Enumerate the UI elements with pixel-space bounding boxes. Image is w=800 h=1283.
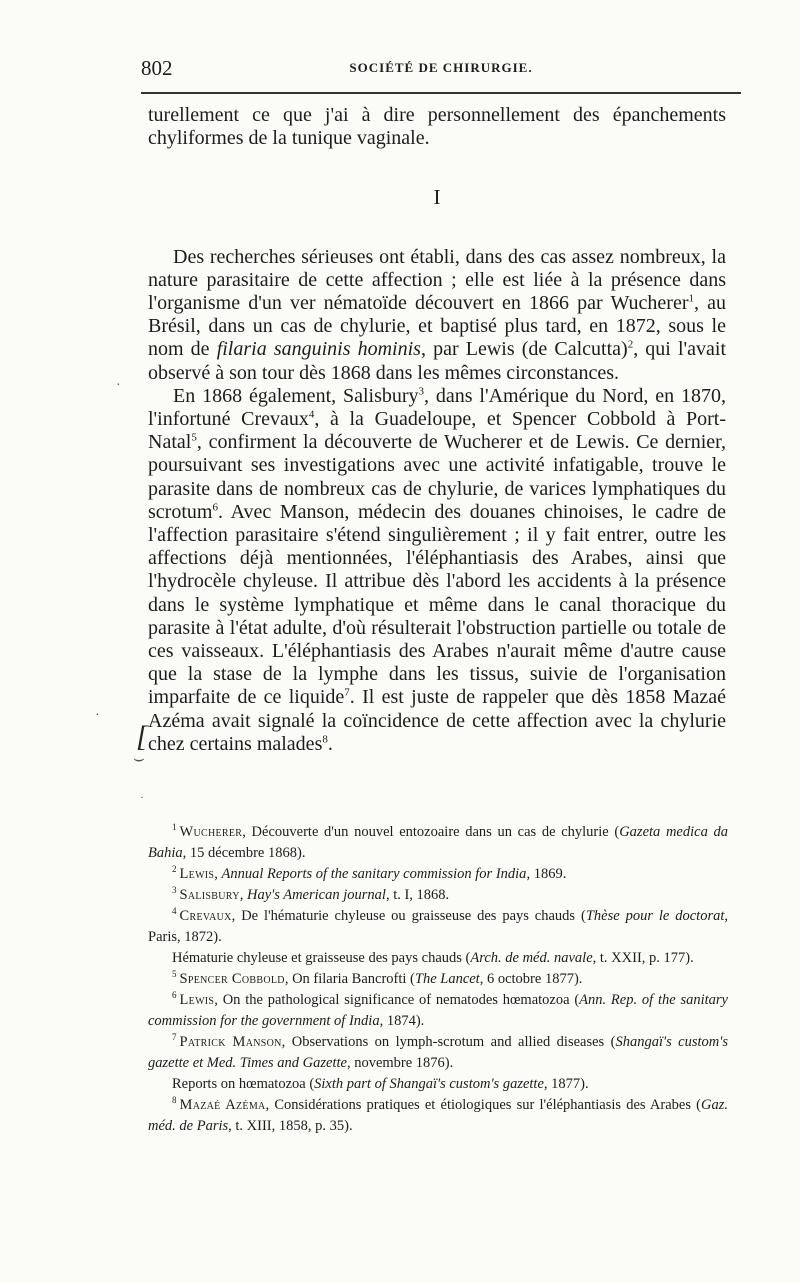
footnote-text: , 15 décembre 1868). bbox=[182, 845, 306, 861]
footnote-author: Lewis bbox=[179, 866, 215, 882]
paragraph-1-text-d: , qui l'avait observé à son tour dès 1868 dans les mêmes circonstances. bbox=[148, 338, 727, 384]
footnote-number: 1 bbox=[172, 822, 177, 833]
paragraph-2-text-d: , confirment la découverte de Wucherer et de Lewis. Ce dernier, poursuivant ses investigations avec une activité infatigable, trouve le parasite dans de nombreux cas de chylurie, de varices lymphatiques du scrotum bbox=[148, 431, 726, 523]
footnote-text: , t. I, 1868. bbox=[385, 887, 450, 903]
section-heading: I bbox=[433, 185, 441, 210]
footnote-text: , t. XXII, p. 177). bbox=[592, 950, 694, 966]
footnote-text: , De l'hématurie chyleuse ou graisseuse des pays chauds ( bbox=[231, 908, 586, 924]
footnote-text: , bbox=[239, 887, 247, 903]
species-name: filaria sanguinis hominis bbox=[216, 338, 421, 361]
footnote-title: Gaz. méd. de Paris bbox=[148, 1097, 728, 1134]
footnote-text: , 1874). bbox=[379, 1013, 425, 1029]
footnote-text: , Paris, 1872). bbox=[148, 908, 729, 945]
paragraph-1 bbox=[148, 246, 726, 385]
paragraph-2-text-f: . Il est juste de rappeler que dès 1858 Mazaé Azéma avait signalé la coïncidence de cette affection avec la chylurie chez certains malades bbox=[148, 686, 727, 755]
footnote-title: Arch. de méd. navale bbox=[470, 950, 593, 966]
footnote-title: Shangaï's custom's gazette et Med. Times and Gazette bbox=[148, 1034, 728, 1071]
footnote-title: Annual Reports of the sanitary commission for India bbox=[221, 866, 527, 882]
footnote bbox=[148, 885, 728, 906]
running-title: SOCIÉTÉ DE CHIRURGIE. bbox=[349, 60, 533, 75]
intro-paragraph: turellement ce que j'ai à dire personnellement des épanchements chyliformes de la tunique vaginale. bbox=[148, 104, 726, 150]
footnote-author: Salisbury bbox=[179, 887, 240, 903]
footnote-ref-3: 3 bbox=[418, 385, 425, 398]
footnote-title: The Lancet bbox=[414, 971, 480, 987]
page-number: 802 bbox=[141, 56, 173, 80]
paragraph-1-text-c: , par Lewis (de Calcutta) bbox=[420, 338, 628, 361]
footnote-title: Gazeta medica da Bahia bbox=[148, 824, 728, 861]
footnote-ref-6: 6 bbox=[212, 501, 218, 514]
footnote-number: 5 bbox=[172, 969, 177, 980]
footnote-continuation bbox=[148, 1074, 728, 1095]
footnotes bbox=[148, 822, 728, 1137]
paragraph-1-text-a: Des recherches sérieuses ont établi, dans des cas assez nombreux, la nature parasitaire de cette affection ; elle est liée à la présence dans l'organisme d'un ver nématoïde découvert en 1866 par Wucherer bbox=[148, 245, 726, 315]
margin-dot-mark: · bbox=[95, 708, 100, 723]
footnote-continuation bbox=[148, 948, 728, 969]
footnote-ref-1: 1 bbox=[688, 292, 694, 305]
footnote-author: Crevaux bbox=[179, 908, 232, 924]
footnote-author: Mazaé Azéma bbox=[179, 1097, 266, 1113]
footnote bbox=[148, 864, 728, 885]
paragraph-2-text-e: . Avec Manson, médecin des douanes chinoises, le cadre de l'affection parasitaire s'étend singulièrement ; il y fait entrer, outre les affections déjà mentionnées, l'éléphantiasis des Arabes, ainsi que l'hydrocèle chyleuse. Il attribue dès l'abord les accidents à la présence dans le système lymphatique et même dans le canal thoracique du parasite à l'état adulte, d'où résulterait l'obstruction partielle ou totale de ces vaisseaux. L'éléphantiasis des Arabes n'aurait même d'autre cause que la stase de la lymphe dans les tissus, suivie de l'organisation imparfaite de ce liquide bbox=[148, 500, 726, 709]
footnote-number: 6 bbox=[172, 990, 177, 1001]
footnote-text: , Découverte d'un nouvel entozoaire dans un cas de chylurie ( bbox=[242, 824, 620, 840]
footnote-number: 7 bbox=[172, 1032, 177, 1043]
footnote-number: 3 bbox=[172, 885, 177, 896]
footnote-ref-5: 5 bbox=[191, 431, 197, 444]
footnote-text: , 6 octobre 1877). bbox=[479, 971, 583, 987]
footnote-ref-7: 7 bbox=[344, 686, 350, 699]
footnote-ref-8: 8 bbox=[322, 733, 328, 746]
footnote-text: , bbox=[214, 866, 222, 882]
paragraph-2-text-b: , dans l'Amérique du Nord, en 1870, l'infortuné Crevaux bbox=[148, 384, 726, 431]
footnote-title: Hay's American journal bbox=[246, 887, 386, 903]
footnote-text: , novembre 1876). bbox=[346, 1055, 454, 1071]
footnote-author: Patrick Manson bbox=[179, 1034, 282, 1050]
footnote bbox=[148, 969, 728, 990]
footnote-author: Wucherer bbox=[179, 824, 243, 840]
footnote bbox=[148, 822, 728, 864]
body-text bbox=[148, 104, 726, 756]
paragraph-2-text-g: . bbox=[327, 732, 333, 755]
footnote bbox=[148, 906, 728, 948]
footnote-text: , On the pathological significance of nematodes hœmatozoa ( bbox=[214, 992, 580, 1008]
paragraph-2-text-c: , à la Guadeloupe, et Spencer Cobbold à Port-Natal bbox=[148, 408, 726, 454]
footnote-title: Ann. Rep. of the sanitary commission for the government of India bbox=[148, 992, 728, 1029]
footnote-text: , Observations on lymph-scrotum and allied diseases ( bbox=[281, 1034, 616, 1050]
footnote-text: , t. XIII, 1858, p. 35). bbox=[228, 1118, 353, 1134]
footnote-text: , On filaria Bancrofti ( bbox=[284, 971, 415, 987]
footnote-title: Thèse pour le doctorat bbox=[585, 908, 725, 924]
paragraph-2-text-a: En 1868 également, Salisbury bbox=[173, 384, 419, 407]
margin-dot-mark: · bbox=[116, 378, 121, 393]
footnote-text: , 1877). bbox=[543, 1076, 589, 1092]
margin-bracket-mark: [ bbox=[136, 720, 148, 753]
header-rule bbox=[141, 92, 741, 94]
footnote-text: Reports on hœmatozoa ( bbox=[172, 1076, 315, 1092]
margin-dot-mark: · bbox=[140, 790, 144, 804]
paragraph-1-text-b: , au Brésil, dans un cas de chylurie, et baptisé plus tard, en 1872, sous le nom de bbox=[148, 292, 726, 361]
paragraph-2 bbox=[148, 385, 726, 756]
page-header bbox=[141, 56, 741, 84]
footnote-ref-2: 2 bbox=[627, 338, 634, 351]
footnote bbox=[148, 990, 728, 1032]
footnote-ref-4: 4 bbox=[308, 408, 315, 421]
footnote bbox=[148, 1095, 728, 1137]
footnote-text: Hématurie chyleuse et graisseuse des pays chauds ( bbox=[172, 950, 471, 966]
footnote-author: Spencer Cobbold bbox=[179, 971, 285, 987]
footnote-author: Lewis bbox=[179, 992, 215, 1008]
footnote bbox=[148, 1032, 728, 1074]
footnote-number: 4 bbox=[172, 906, 177, 917]
footnote-text: , Considérations pratiques et étiologiques sur l'éléphantiasis des Arabes ( bbox=[265, 1097, 701, 1113]
margin-tick-mark: ⌣ bbox=[133, 748, 145, 768]
footnote-number: 2 bbox=[172, 864, 177, 875]
footnote-title: Sixth part of Shangaï's custom's gazette bbox=[314, 1076, 544, 1092]
footnote-text: , 1869. bbox=[526, 866, 567, 882]
footnote-number: 8 bbox=[172, 1095, 177, 1106]
